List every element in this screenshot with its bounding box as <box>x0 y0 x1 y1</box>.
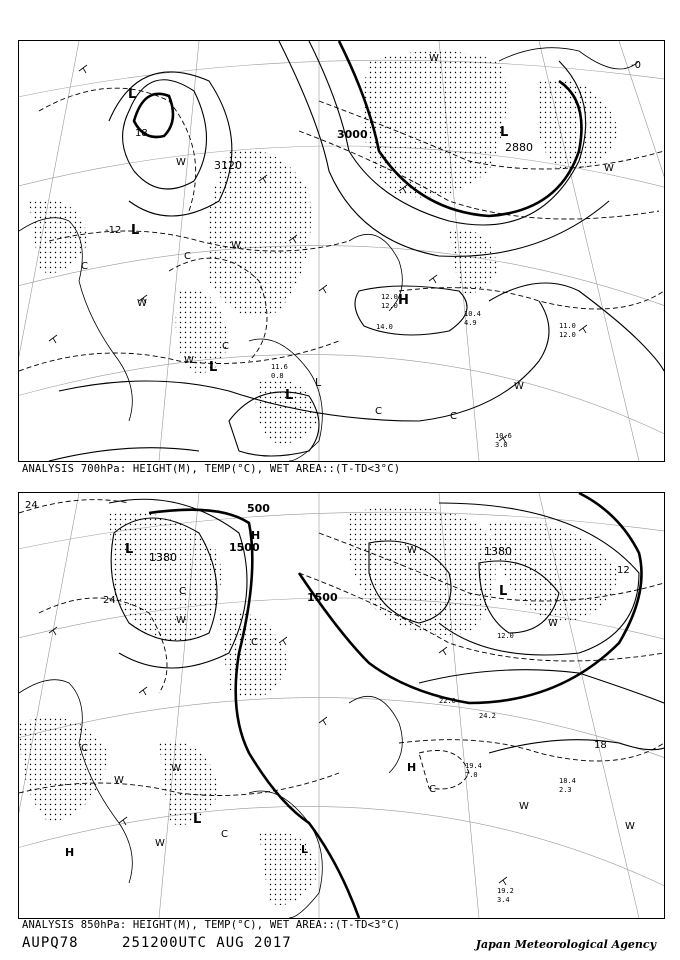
height-label: 1500 <box>229 541 260 554</box>
cold-mark: C <box>221 829 228 840</box>
low-center: L <box>125 542 134 557</box>
valid-time: 251200UTC AUG 2017 <box>122 935 292 951</box>
cold-mark: C <box>375 406 382 417</box>
height-label: 1380 <box>149 551 177 564</box>
temp-label: 18 <box>594 740 607 751</box>
station-temp: 12.0 <box>381 293 398 301</box>
station-dewpt: 3.0 <box>495 441 508 449</box>
height-label: 3120 <box>214 159 242 172</box>
product-code: AUPQ78 <box>22 935 79 951</box>
warm-mark: W <box>176 157 186 168</box>
station-temp: 18.4 <box>559 777 576 785</box>
warm-mark: W <box>231 240 241 251</box>
cold-mark: C <box>222 341 229 352</box>
station-temp: 19.2 <box>497 887 514 895</box>
station-dewpt: 0.8 <box>271 372 284 380</box>
warm-mark: W <box>171 763 181 774</box>
agency-name: Japan Meteorological Agency <box>475 938 656 951</box>
height-label: 1500 <box>307 591 338 604</box>
warm-mark: W <box>548 618 558 629</box>
temp-label: 24 <box>103 595 116 606</box>
low-center: L <box>301 843 309 856</box>
temp-label: -0 <box>631 60 641 71</box>
height-label: 500 <box>247 502 270 515</box>
warm-mark: W <box>625 821 635 832</box>
warm-mark: W <box>429 53 439 64</box>
temp-label: 12 <box>617 565 630 576</box>
station-temp: 14.0 <box>376 323 393 331</box>
low-center: L <box>285 388 294 403</box>
height-label: 2880 <box>505 141 533 154</box>
map-850hpa <box>18 492 665 919</box>
cold-mark: C <box>429 784 436 795</box>
station-dewpt: 12.0 <box>559 331 576 339</box>
high-center: H <box>407 761 417 774</box>
caption-850hpa: ANALYSIS 850hPa: HEIGHT(M), TEMP(°C), WET AREA::(T-TD<3°C) <box>22 919 401 931</box>
low-center: L <box>131 223 140 238</box>
station-temp: 10.4 <box>464 310 481 318</box>
warm-mark: W <box>176 615 186 626</box>
station-temp: 12.0 <box>497 632 514 640</box>
warm-mark: W <box>184 355 194 366</box>
temp-label: -12 <box>105 225 122 236</box>
cold-mark: C <box>184 251 191 262</box>
height-label: 1380 <box>484 545 512 558</box>
cold-mark: C <box>81 743 88 754</box>
warm-mark: W <box>519 801 529 812</box>
station-dewpt: 4.9 <box>464 319 477 327</box>
high-center: H <box>398 293 409 308</box>
low-center: L <box>209 360 218 375</box>
station-temp: 11.6 <box>271 363 288 371</box>
warm-mark: W <box>137 298 147 309</box>
low-center: L <box>499 584 508 599</box>
cold-mark: C <box>81 261 88 272</box>
map-700hpa <box>18 40 665 462</box>
product-header <box>22 935 326 951</box>
map-850hpa-graphics <box>19 493 664 918</box>
low-center: L <box>128 87 137 102</box>
cold-mark: C <box>251 637 258 648</box>
warm-mark: W <box>514 381 524 392</box>
high-center: H <box>65 846 75 859</box>
temp-label: 18 <box>135 128 148 139</box>
station-dewpt: 3.4 <box>497 896 510 904</box>
station-dewpt: 2.3 <box>559 786 572 794</box>
station-temp: 22.0 <box>439 697 456 705</box>
height-label: 3000 <box>337 128 368 141</box>
warm-mark: W <box>407 545 417 556</box>
warm-mark: W <box>114 775 124 786</box>
station-temp: 24.2 <box>479 712 496 720</box>
station-temp: 11.0 <box>559 322 576 330</box>
cold-mark: C <box>179 586 186 597</box>
station-dewpt: 7.0 <box>465 771 478 779</box>
low-center: L <box>193 812 202 827</box>
caption-700hpa: ANALYSIS 700hPa: HEIGHT(M), TEMP(°C), WET AREA::(T-TD<3°C) <box>22 463 401 475</box>
high-center: H <box>251 529 261 542</box>
cold-mark: C <box>450 411 457 422</box>
temp-label: 24 <box>25 500 38 511</box>
wet-area <box>29 51 619 444</box>
map-700hpa-graphics <box>19 41 664 461</box>
warm-mark: W <box>604 163 614 174</box>
low-center: L <box>315 376 322 389</box>
station-dewpt: 12.0 <box>381 302 398 310</box>
station-temp: 10.6 <box>495 432 512 440</box>
station-values <box>439 632 576 904</box>
station-temp: 19.4 <box>465 762 482 770</box>
low-center: L <box>500 125 509 140</box>
warm-mark: W <box>155 838 165 849</box>
